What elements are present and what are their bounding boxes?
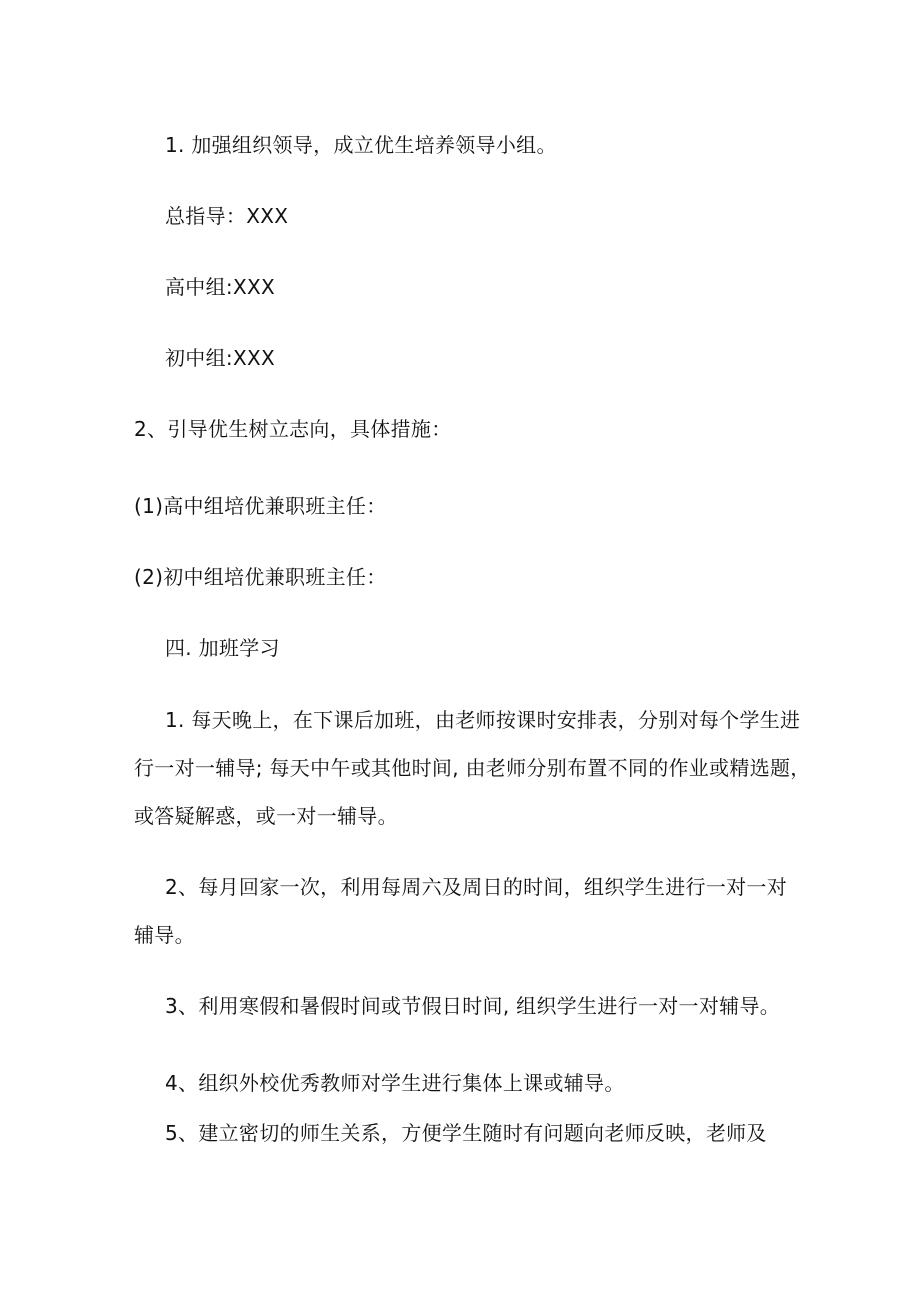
junior-group-line: 初中组:XXX: [165, 346, 275, 370]
paragraph-2-line-2: 辅导。: [134, 923, 195, 947]
paragraph-1-line-1: 1. 每天晚上，在下课后加班，由老师按课时安排表，分别对每个学生进: [165, 708, 801, 732]
paragraph-2-line-1: 2、每月回家一次，利用每周六及周日的时间，组织学生进行一对一对: [165, 875, 788, 899]
paragraph-4: 4、组织外校优秀教师对学生进行集体上课或辅导。: [165, 1071, 625, 1095]
senior-group-line: 高中组:XXX: [165, 275, 275, 299]
section-4-heading: 四. 加班学习: [165, 636, 280, 660]
item-2-heading: 2、引导优生树立志向，具体措施：: [134, 417, 452, 441]
paragraph-1-line-3: 或答疑解惑，或一对一辅导。: [134, 804, 398, 828]
item-1-heading: 1. 加强组织领导，成立优生培养领导小组。: [165, 133, 557, 157]
sub-item-1: (1)高中组培优兼职班主任：: [134, 494, 387, 518]
paragraph-5-line-1: 5、建立密切的师生关系，方便学生随时有问题向老师反映，老师及: [165, 1121, 767, 1145]
chief-director-line: 总指导：XXX: [165, 204, 289, 228]
paragraph-1-line-2: 行一对一辅导; 每天中午或其他时间, 由老师分别布置不同的作业或精选题，: [134, 756, 811, 780]
sub-item-2: (2)初中组培优兼职班主任：: [134, 565, 387, 589]
paragraph-3: 3、利用寒假和暑假时间或节假日时间, 组织学生进行一对一对辅导。: [165, 994, 781, 1018]
